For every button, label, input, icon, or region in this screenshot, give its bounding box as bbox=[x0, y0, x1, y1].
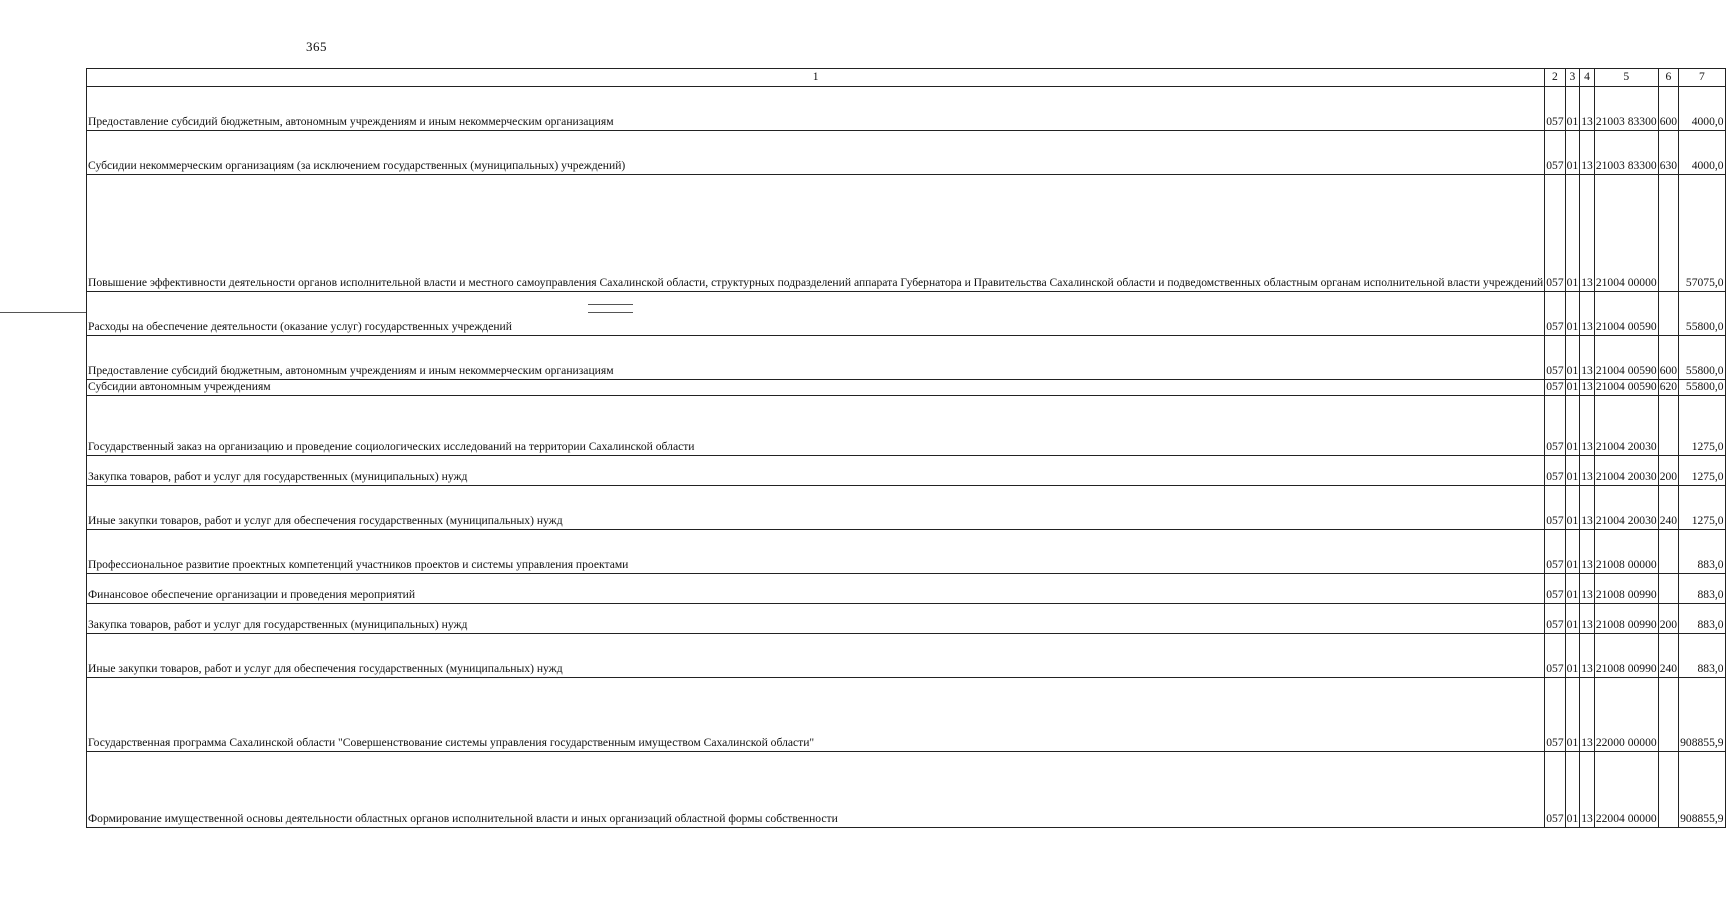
row-name: Повышение эффективности деятельности органов исполнительной власти и местного самоуправления Сахалинской области, структурных подразделений аппарата Губернатора и Правительства Сахалинской области и подведомственных областным органам исполнительной власти учреждений bbox=[87, 175, 1545, 292]
row-ved: 057 bbox=[1545, 175, 1565, 292]
table-row bbox=[87, 456, 1726, 486]
row-pr: 13 bbox=[1580, 678, 1595, 752]
table-row bbox=[87, 752, 1726, 828]
page-number: 365 bbox=[306, 39, 327, 54]
row-pr: 13 bbox=[1580, 752, 1595, 828]
row-sum: 1275,0 bbox=[1679, 396, 1725, 456]
table-row bbox=[87, 486, 1726, 530]
row-ved: 057 bbox=[1545, 530, 1565, 574]
row-vr: 600 bbox=[1658, 87, 1678, 131]
col-header-ved: 2 bbox=[1545, 69, 1565, 87]
row-vr: 200 bbox=[1658, 456, 1678, 486]
row-rz: 01 bbox=[1565, 131, 1580, 175]
row-sum: 908855,9 bbox=[1679, 678, 1725, 752]
row-ved: 057 bbox=[1545, 752, 1565, 828]
row-vr: 200 bbox=[1658, 604, 1678, 634]
row-pr: 13 bbox=[1580, 396, 1595, 456]
row-pr: 13 bbox=[1580, 131, 1595, 175]
row-ved: 057 bbox=[1545, 292, 1565, 336]
row-rz: 01 bbox=[1565, 380, 1580, 396]
row-name: Государственная программа Сахалинской области "Совершенствование системы управления государственным имуществом Сахалинской области" bbox=[87, 678, 1545, 752]
row-pr: 13 bbox=[1580, 87, 1595, 131]
row-pr: 13 bbox=[1580, 530, 1595, 574]
row-sum: 883,0 bbox=[1679, 574, 1725, 604]
row-pr: 13 bbox=[1580, 634, 1595, 678]
row-name: Предоставление субсидий бюджетным, автономным учреждениям и иным некоммерческим организациям bbox=[87, 87, 1545, 131]
row-csr: 22004 00000 bbox=[1594, 752, 1658, 828]
row-ved: 057 bbox=[1545, 604, 1565, 634]
row-csr: 21004 20030 bbox=[1594, 486, 1658, 530]
row-csr: 21004 00590 bbox=[1594, 292, 1658, 336]
row-ved: 057 bbox=[1545, 456, 1565, 486]
row-vr bbox=[1658, 752, 1678, 828]
row-csr: 21004 20030 bbox=[1594, 396, 1658, 456]
row-rz: 01 bbox=[1565, 604, 1580, 634]
row-ved: 057 bbox=[1545, 396, 1565, 456]
table-row bbox=[87, 530, 1726, 574]
table-row bbox=[87, 175, 1726, 292]
row-vr: 630 bbox=[1658, 131, 1678, 175]
row-pr: 13 bbox=[1580, 486, 1595, 530]
row-rz: 01 bbox=[1565, 456, 1580, 486]
row-ved: 057 bbox=[1545, 131, 1565, 175]
row-rz: 01 bbox=[1565, 574, 1580, 604]
row-rz: 01 bbox=[1565, 396, 1580, 456]
row-ved: 057 bbox=[1545, 574, 1565, 604]
row-ved: 057 bbox=[1545, 634, 1565, 678]
row-rz: 01 bbox=[1565, 292, 1580, 336]
row-sum: 4000,0 bbox=[1679, 131, 1725, 175]
row-vr bbox=[1658, 292, 1678, 336]
scan-artifact-line bbox=[588, 304, 633, 305]
row-pr: 13 bbox=[1580, 604, 1595, 634]
row-csr: 21004 00000 bbox=[1594, 175, 1658, 292]
row-sum: 55800,0 bbox=[1679, 292, 1725, 336]
row-rz: 01 bbox=[1565, 678, 1580, 752]
row-sum: 883,0 bbox=[1679, 604, 1725, 634]
row-csr: 21008 00990 bbox=[1594, 574, 1658, 604]
budget-table bbox=[86, 68, 1726, 828]
row-pr: 13 bbox=[1580, 336, 1595, 380]
row-name: Закупка товаров, работ и услуг для государственных (муниципальных) нужд bbox=[87, 604, 1545, 634]
table-row bbox=[87, 678, 1726, 752]
table-row bbox=[87, 574, 1726, 604]
header-row bbox=[87, 69, 1726, 87]
row-name: Профессиональное развитие проектных компетенций участников проектов и системы управления проектами bbox=[87, 530, 1545, 574]
row-pr: 13 bbox=[1580, 175, 1595, 292]
row-name: Иные закупки товаров, работ и услуг для обеспечения государственных (муниципальных) нужд bbox=[87, 486, 1545, 530]
row-rz: 01 bbox=[1565, 486, 1580, 530]
row-csr: 22000 00000 bbox=[1594, 678, 1658, 752]
row-csr: 21003 83300 bbox=[1594, 131, 1658, 175]
row-vr: 600 bbox=[1658, 336, 1678, 380]
row-vr: 240 bbox=[1658, 634, 1678, 678]
row-name: Расходы на обеспечение деятельности (оказание услуг) государственных учреждений bbox=[87, 292, 1545, 336]
row-sum: 1275,0 bbox=[1679, 456, 1725, 486]
row-csr: 21004 00590 bbox=[1594, 336, 1658, 380]
col-header-vr: 6 bbox=[1658, 69, 1678, 87]
row-name: Закупка товаров, работ и услуг для государственных (муниципальных) нужд bbox=[87, 456, 1545, 486]
row-pr: 13 bbox=[1580, 456, 1595, 486]
table-row bbox=[87, 87, 1726, 131]
table-row bbox=[87, 292, 1726, 336]
row-rz: 01 bbox=[1565, 87, 1580, 131]
row-ved: 057 bbox=[1545, 336, 1565, 380]
row-csr: 21004 00590 bbox=[1594, 380, 1658, 396]
col-header-rz: 3 bbox=[1565, 69, 1580, 87]
row-ved: 057 bbox=[1545, 486, 1565, 530]
table-row bbox=[87, 131, 1726, 175]
table-row bbox=[87, 396, 1726, 456]
row-rz: 01 bbox=[1565, 752, 1580, 828]
row-csr: 21008 00990 bbox=[1594, 634, 1658, 678]
col-header-pr: 4 bbox=[1580, 69, 1595, 87]
row-sum: 1275,0 bbox=[1679, 486, 1725, 530]
row-vr: 240 bbox=[1658, 486, 1678, 530]
row-vr bbox=[1658, 396, 1678, 456]
row-vr bbox=[1658, 574, 1678, 604]
row-name: Государственный заказ на организацию и проведение социологических исследований на территории Сахалинской области bbox=[87, 396, 1545, 456]
scan-artifact-line bbox=[588, 312, 633, 313]
row-rz: 01 bbox=[1565, 634, 1580, 678]
row-pr: 13 bbox=[1580, 380, 1595, 396]
row-sum: 908855,9 bbox=[1679, 752, 1725, 828]
row-rz: 01 bbox=[1565, 175, 1580, 292]
col-header-csr: 5 bbox=[1594, 69, 1658, 87]
table-row bbox=[87, 380, 1726, 396]
row-vr bbox=[1658, 678, 1678, 752]
row-sum: 55800,0 bbox=[1679, 336, 1725, 380]
row-name: Иные закупки товаров, работ и услуг для обеспечения государственных (муниципальных) нужд bbox=[87, 634, 1545, 678]
row-name: Формирование имущественной основы деятельности областных органов исполнительной власти и иных организаций областной формы собственности bbox=[87, 752, 1545, 828]
row-csr: 21008 00990 bbox=[1594, 604, 1658, 634]
row-sum: 55800,0 bbox=[1679, 380, 1725, 396]
row-rz: 01 bbox=[1565, 530, 1580, 574]
col-header-name: 1 bbox=[87, 69, 1545, 87]
row-vr bbox=[1658, 530, 1678, 574]
row-vr bbox=[1658, 175, 1678, 292]
row-sum: 883,0 bbox=[1679, 530, 1725, 574]
row-ved: 057 bbox=[1545, 678, 1565, 752]
table-row bbox=[87, 336, 1726, 380]
table-row bbox=[87, 634, 1726, 678]
row-csr: 21004 20030 bbox=[1594, 456, 1658, 486]
row-pr: 13 bbox=[1580, 292, 1595, 336]
row-sum: 57075,0 bbox=[1679, 175, 1725, 292]
scan-artifact-line bbox=[0, 312, 86, 313]
row-vr: 620 bbox=[1658, 380, 1678, 396]
row-name: Субсидии автономным учреждениям bbox=[87, 380, 1545, 396]
row-name: Субсидии некоммерческим организациям (за исключением государственных (муниципальных) учреждений) bbox=[87, 131, 1545, 175]
row-sum: 883,0 bbox=[1679, 634, 1725, 678]
row-sum: 4000,0 bbox=[1679, 87, 1725, 131]
row-name: Финансовое обеспечение организации и проведения мероприятий bbox=[87, 574, 1545, 604]
table-row bbox=[87, 604, 1726, 634]
row-csr: 21008 00000 bbox=[1594, 530, 1658, 574]
row-rz: 01 bbox=[1565, 336, 1580, 380]
row-csr: 21003 83300 bbox=[1594, 87, 1658, 131]
row-pr: 13 bbox=[1580, 574, 1595, 604]
row-ved: 057 bbox=[1545, 87, 1565, 131]
col-header-sum: 7 bbox=[1679, 69, 1725, 87]
row-name: Предоставление субсидий бюджетным, автономным учреждениям и иным некоммерческим организациям bbox=[87, 336, 1545, 380]
row-ved: 057 bbox=[1545, 380, 1565, 396]
